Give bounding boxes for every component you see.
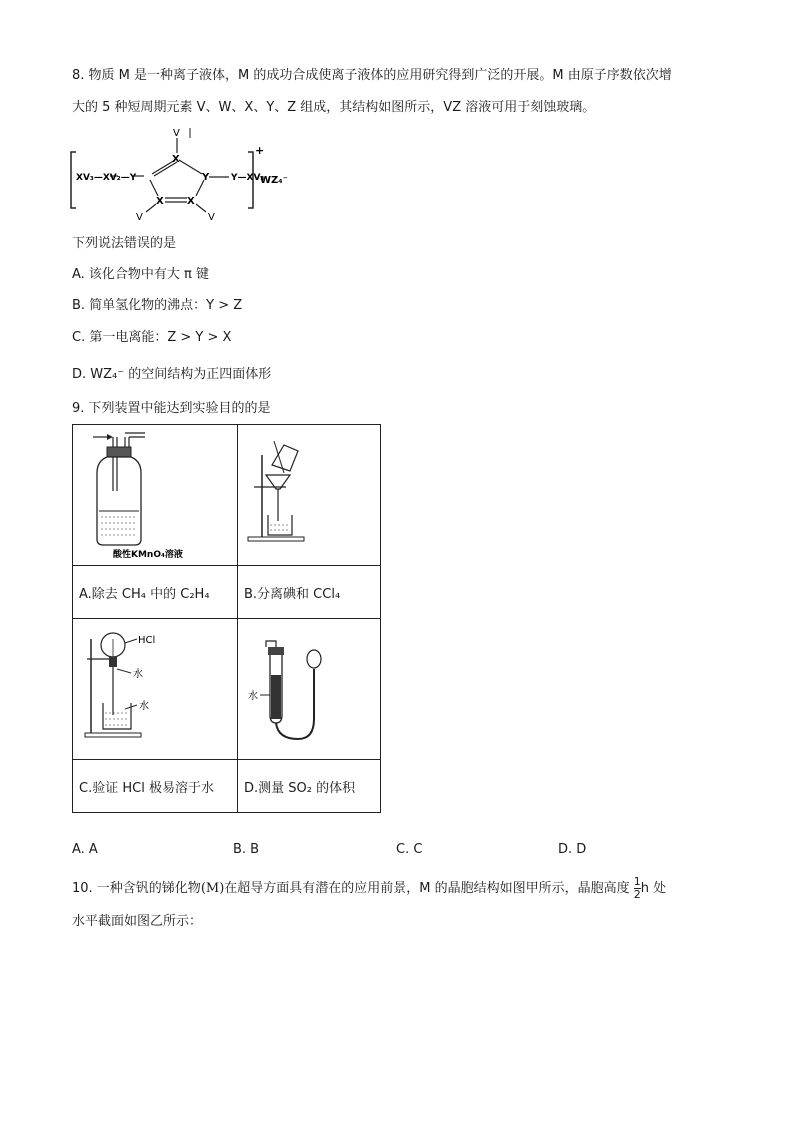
q8-stem-line2: 大的 5 种短周期元素 V、W、X、Y、Z 组成，其结构如图所示，VZ 溶液可用于刻蚀玻璃。 — [72, 100, 596, 115]
anion-label: WZ₄⁻ — [260, 175, 288, 186]
q10-text-pre: 10. 一种含钒的锑化物 — [72, 881, 201, 896]
q10-stem-line1 — [72, 876, 666, 901]
water-label: 水 — [248, 691, 258, 702]
q10-m-symbol: (M) — [200, 881, 225, 896]
atom-v-top: V — [173, 128, 180, 139]
gas-washing-bottle-figure — [73, 425, 231, 561]
hcl-label: HCl — [138, 635, 156, 646]
caption-c: C.验证 HCl 极易溶于水 — [73, 760, 238, 813]
q9-answer-d: D. D — [558, 842, 587, 857]
q10-text-mid: 在超导方面具有潜在的应用前景，M 的晶胞结构如图甲所示，晶胞高度 — [224, 881, 630, 896]
cell-d-image — [238, 619, 381, 760]
atom-v-bottom-left: V — [136, 212, 143, 223]
caption-d: D.测量 SO₂ 的体积 — [238, 760, 381, 813]
gas-volume-figure — [238, 619, 374, 755]
fountain-experiment-figure — [73, 619, 231, 755]
cell-b-image — [238, 425, 381, 566]
left-group-label: XV₃—XV₂—Y — [76, 173, 137, 183]
caption-a: A.除去 CH₄ 中的 C₂H₄ — [73, 566, 238, 619]
fraction-numerator: 1 — [633, 875, 641, 888]
ionic-liquid-structure-figure — [66, 124, 296, 224]
atom-x-bottom-left: X — [156, 196, 164, 207]
half-fraction — [634, 876, 641, 901]
q9-stem: 9. 下列装置中能达到实验目的的是 — [72, 401, 271, 416]
right-group-label: Y—XV₃ — [231, 173, 265, 183]
q8-option-a: A. 该化合物中有大 π 键 — [72, 267, 210, 282]
caption-b: B.分离碘和 CCl₄ — [238, 566, 381, 619]
cell-c-image — [73, 619, 238, 760]
water-dropper-label: 水 — [133, 669, 143, 680]
atom-x-top: X — [172, 154, 180, 165]
filtration-figure — [238, 425, 374, 561]
q8-option-c: C. 第一电离能：Z > Y > X — [72, 330, 232, 345]
q8-stem-line1: 8. 物质 M 是一种离子液体，M 的成功合成使离子液体的应用研究得到广泛的开展。M 由原子序数依次增 — [72, 68, 672, 83]
fraction-denominator: 2 — [633, 888, 641, 901]
q8-option-d: D. WZ₄⁻ 的空间结构为正四面体形 — [72, 367, 272, 382]
atom-v-bottom-right: V — [208, 212, 215, 223]
q8-option-b: B. 简单氢化物的沸点：Y > Z — [72, 298, 243, 313]
q9-answer-c: C. C — [396, 842, 423, 857]
atom-x-bottom-right: X — [187, 196, 195, 207]
kmno4-solution-label: 酸性KMnO₄溶液 — [113, 550, 183, 560]
apparatus-table — [72, 424, 381, 813]
q10-text-post: h 处 — [640, 881, 667, 896]
cation-charge: + — [255, 144, 265, 157]
q9-answer-b: B. B — [233, 842, 260, 857]
q10-stem-line2: 水平截面如图乙所示： — [72, 914, 203, 929]
atom-y-right: Y — [202, 172, 210, 183]
cell-a-image — [73, 425, 238, 566]
q9-answer-a: A. A — [72, 842, 98, 857]
q8-question: 下列说法错误的是 — [72, 236, 177, 251]
water-beaker-label: 水 — [139, 701, 149, 712]
